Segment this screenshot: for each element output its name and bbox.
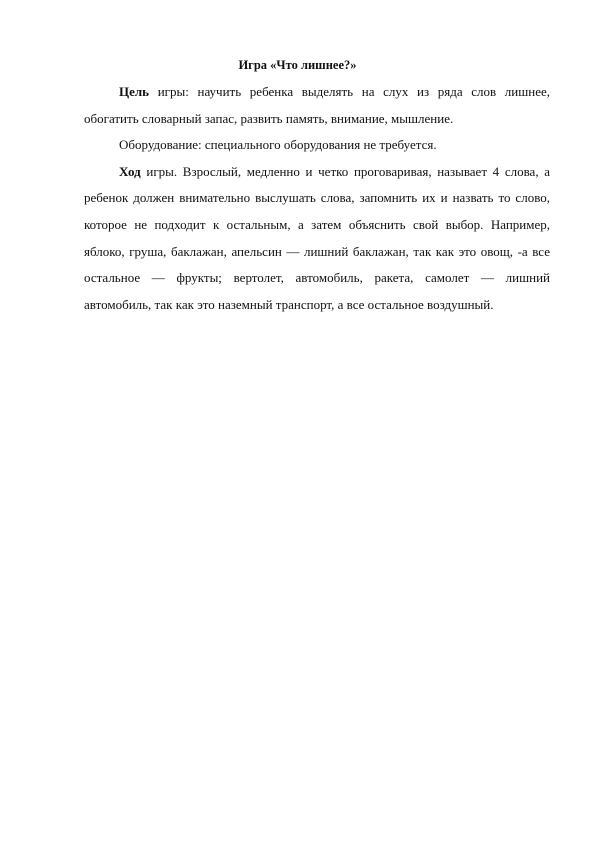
goal-paragraph (84, 79, 550, 132)
procedure-text: игры. Взрослый, медленно и четко проговаривая, называет 4 слова, а ребенок должен внимательно выслушать слова, запомнить их и назвать то слово, которое не подходит к остальным, а затем объяснить свой выбор. Например, яблоко, груша, баклажан, апельсин — лишний баклажан, так как это овощ, -а все остальное — фрукты; вертолет, автомобиль, ракета, самолет — лишний автомобиль, так как это наземный транспорт, а все остальное воздушный. (84, 163, 550, 312)
goal-label: Цель (119, 84, 150, 99)
equipment-text: Оборудование: специального оборудования не требуется. (119, 137, 437, 153)
procedure-label: Ход (119, 163, 141, 179)
document-title: Игра «Что лишнее?» (238, 58, 357, 72)
document-body (84, 79, 550, 318)
equipment-paragraph (84, 132, 550, 159)
procedure-paragraph (84, 159, 550, 319)
goal-text: игры: научить ребенка выделять на слух из ряда слов лишнее, обогатить словарный запас, развить память, внимание, мышление. (84, 84, 550, 126)
